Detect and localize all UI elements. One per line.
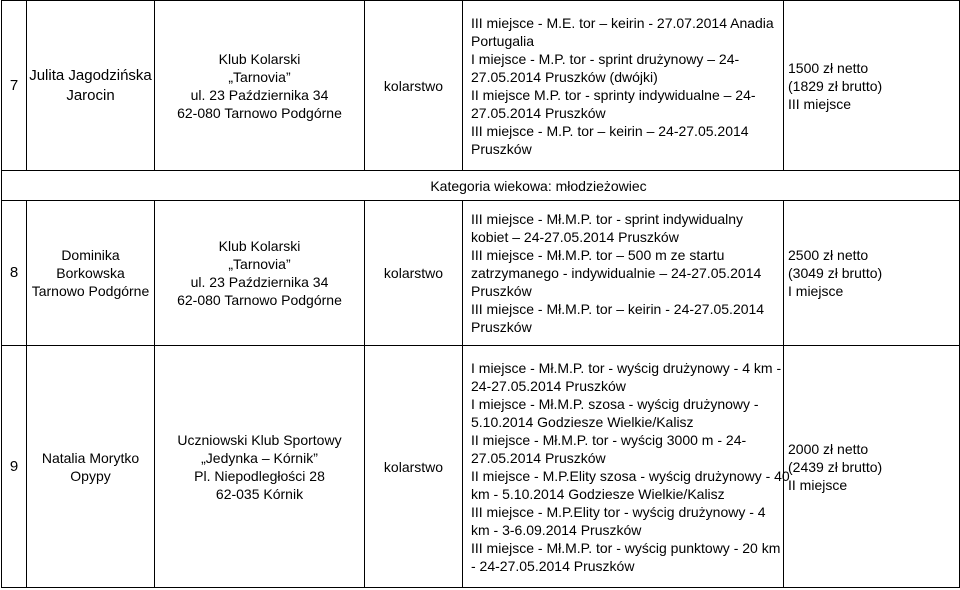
club-nickname: „Jedynka – Kórnik” bbox=[201, 449, 318, 466]
club-postal: 62-080 Tarnowo Podgórne bbox=[177, 292, 342, 308]
award-place: II miejsce bbox=[788, 476, 848, 493]
achievement-line: Pruszków bbox=[471, 283, 532, 299]
award-net: 1500 zł netto bbox=[788, 59, 869, 76]
achievement-line: I miejsce - M.P. tor - sprint drużynowy – 24- bbox=[471, 50, 740, 67]
club-name: Uczniowski Klub Sportowy bbox=[177, 431, 342, 448]
discipline-cell: kolarstwo bbox=[365, 201, 463, 346]
award-gross: (3049 zł brutto) bbox=[788, 265, 883, 281]
achievement-line: III miejsce - Mł.M.P. tor – 500 m ze startu bbox=[471, 247, 725, 263]
achievements-cell bbox=[463, 201, 784, 346]
achievement-line: III miejsce - M.P.Elity tor - wyścig drużynowy - 4 bbox=[471, 503, 766, 520]
award-cell bbox=[784, 201, 960, 346]
club-street: ul. 23 Października 34 bbox=[190, 86, 329, 103]
athlete-cell bbox=[27, 201, 155, 346]
achievement-line: I miejsce - Mł.M.P. tor - wyścig drużynowy - 4 km - bbox=[471, 359, 782, 376]
achievement-line: Pruszków bbox=[471, 319, 532, 335]
athlete-last-name: Borkowska bbox=[56, 265, 125, 281]
category-label: Kategoria wiekowa: młodzieżowiec bbox=[430, 177, 647, 194]
achievement-line: zatrzymanego - indywidualnie – 24-27.05.2014 bbox=[471, 265, 762, 281]
award-place: I miejsce bbox=[788, 283, 844, 299]
club-postal: 62-080 Tarnowo Podgórne bbox=[177, 104, 342, 121]
club-name: Klub Kolarski bbox=[218, 238, 301, 254]
achievement-line: 24-27.05.2014 Pruszków bbox=[471, 377, 626, 394]
club-cell bbox=[155, 201, 365, 346]
category-cell bbox=[2, 171, 960, 201]
achievement-line: km - 5.10.2014 Godziesze Wielkie/Kalisz bbox=[471, 485, 725, 502]
athlete-town: Opypy bbox=[70, 467, 111, 484]
achievement-line: 27.05.2014 Pruszków (dwójki) bbox=[471, 68, 658, 85]
achievement-line: III miejsce - M.P. tor – keirin – 24-27.05.2014 bbox=[471, 122, 749, 139]
club-street: ul. 23 Października 34 bbox=[190, 274, 329, 290]
achievement-line: III miejsce - Mł.M.P. tor - wyścig punktowy - 20 km bbox=[471, 539, 781, 556]
achievement-line: III miejsce - Mł.M.P. tor - sprint indywidualny bbox=[471, 211, 744, 227]
discipline-cell: kolarstwo bbox=[365, 346, 463, 588]
achievement-line: III miejsce - Mł.M.P. tor – keirin - 24-27.05.2014 bbox=[471, 301, 765, 317]
club-street: Pl. Niepodległości 28 bbox=[194, 467, 325, 484]
athlete-first-name: Dominika bbox=[61, 247, 120, 263]
achievement-line: 5.10.2014 Godziesze Wielkie/Kalisz bbox=[471, 413, 694, 430]
club-postal: 62-035 Kórnik bbox=[215, 485, 304, 502]
awards-table bbox=[1, 0, 960, 588]
award-gross: (1829 zł brutto) bbox=[788, 77, 883, 94]
athlete-name: Natalia Morytko bbox=[41, 449, 140, 466]
row-number: 7 bbox=[2, 1, 27, 171]
achievement-line: III miejsce - M.E. tor – keirin - 27.07.2014 Anadia bbox=[471, 14, 774, 31]
athlete-cell bbox=[27, 1, 155, 171]
club-nickname: „Tarnovia” bbox=[228, 256, 291, 272]
club-name: Klub Kolarski bbox=[218, 50, 301, 67]
achievement-line: II miejsce - Mł.M.P. tor - wyścig 3000 m - 24- bbox=[471, 431, 747, 448]
achievements-cell bbox=[463, 346, 790, 588]
achievement-line: 27.05.2014 Pruszków bbox=[471, 104, 606, 121]
discipline-cell: kolarstwo bbox=[365, 1, 463, 171]
achievement-line: km - 3-6.09.2014 Pruszków bbox=[471, 521, 642, 538]
athlete-name: Julita Jagodzińska bbox=[29, 66, 152, 84]
athlete-town: Tarnowo Podgórne bbox=[31, 283, 150, 299]
achievement-line: Pruszków bbox=[471, 140, 532, 157]
achievement-line: II miejsce M.P. tor - sprinty indywidualne – 24- bbox=[471, 86, 756, 103]
achievements-cell bbox=[463, 1, 784, 171]
achievement-line: I miejsce - Mł.M.P. szosa - wyścig drużynowy - bbox=[471, 395, 759, 412]
table-row bbox=[2, 1, 960, 171]
achievement-line: II miejsce - M.P.Elity szosa - wyścig drużynowy - 40 bbox=[471, 467, 790, 484]
row-number: 8 bbox=[2, 201, 27, 346]
club-cell bbox=[155, 346, 365, 588]
achievement-line: - 24-27.05.2014 Pruszków bbox=[471, 557, 635, 574]
club-nickname: „Tarnovia” bbox=[228, 68, 291, 85]
achievement-line: Portugalia bbox=[471, 32, 535, 49]
athlete-cell bbox=[27, 346, 155, 588]
athlete-town: Jarocin bbox=[66, 86, 115, 104]
award-cell bbox=[784, 346, 960, 588]
achievement-line: kobiet – 24-27.05.2014 Pruszków bbox=[471, 229, 679, 245]
award-cell bbox=[784, 1, 960, 171]
club-cell bbox=[155, 1, 365, 171]
award-place: III miejsce bbox=[788, 95, 852, 112]
category-row bbox=[2, 171, 960, 201]
award-net: 2000 zł netto bbox=[788, 440, 869, 457]
award-net: 2500 zł netto bbox=[788, 247, 869, 263]
table-row bbox=[2, 201, 960, 346]
award-gross: (2439 zł brutto) bbox=[788, 458, 883, 475]
table-row bbox=[2, 346, 960, 588]
achievement-line: 27.05.2014 Pruszków bbox=[471, 449, 606, 466]
row-number: 9 bbox=[2, 346, 27, 588]
